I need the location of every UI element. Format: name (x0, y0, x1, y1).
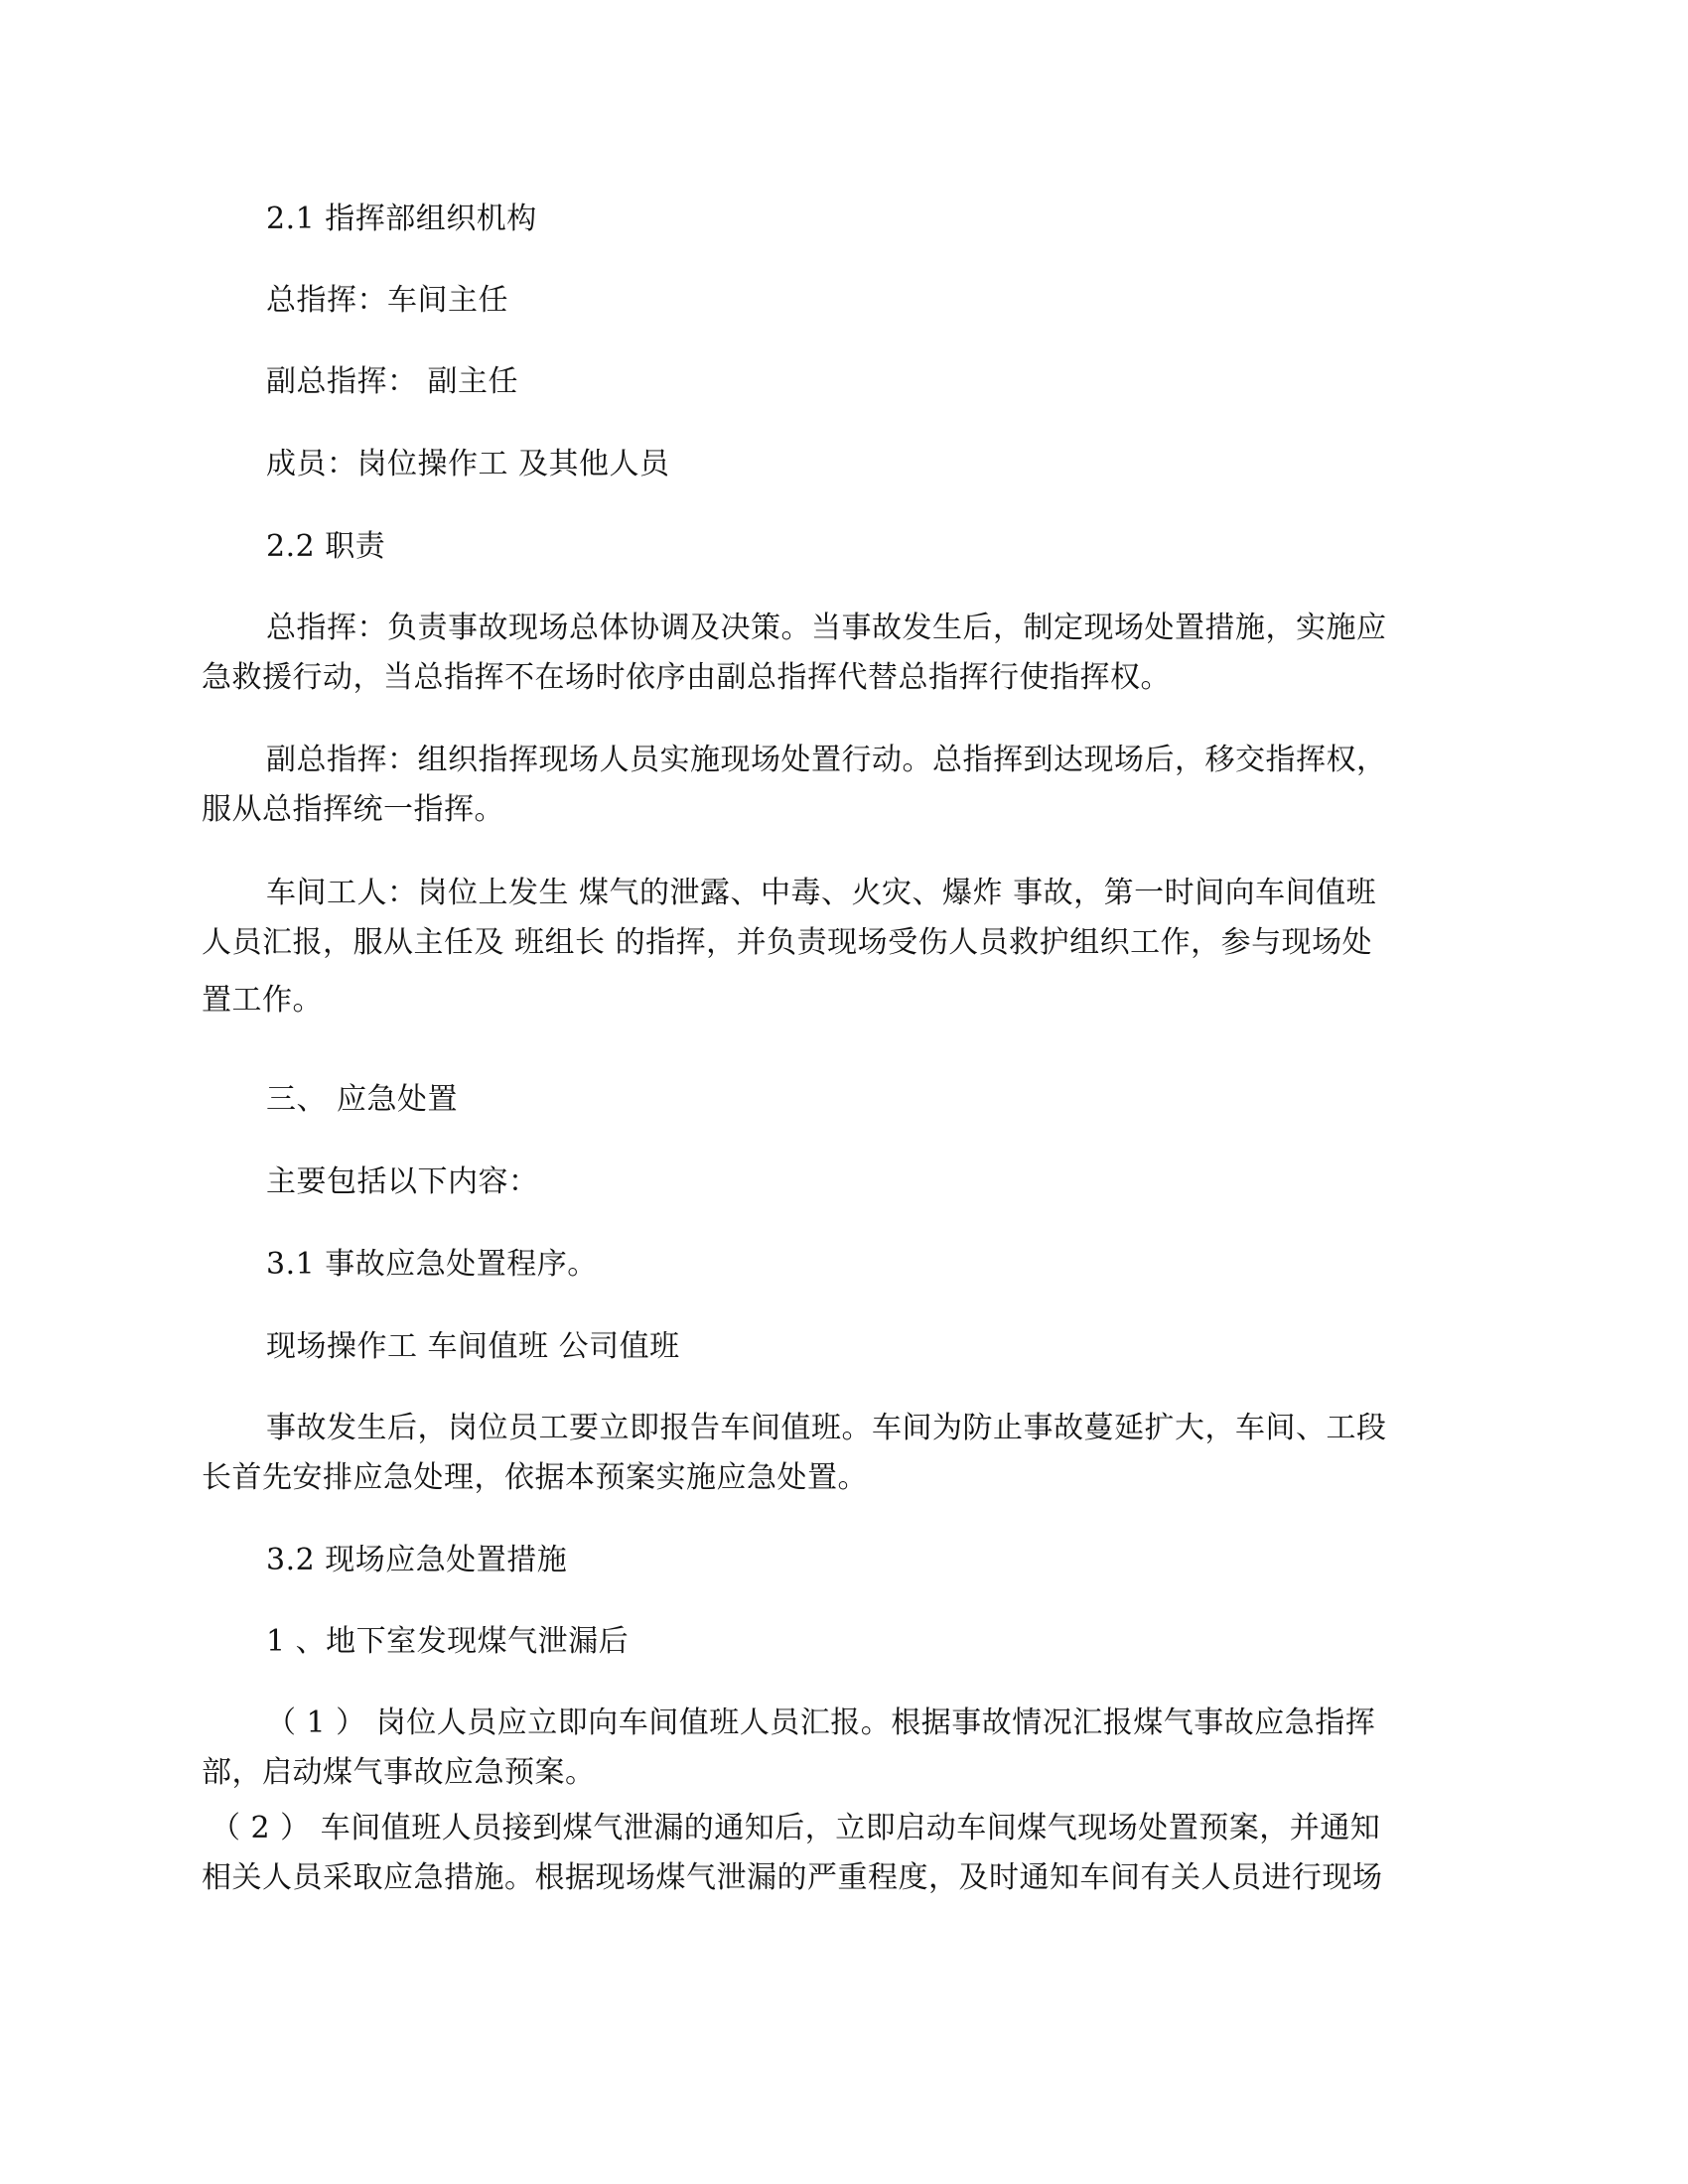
paragraph-line: 长首先安排应急处理，依据本预案实施应急处置。 (202, 1460, 868, 1495)
paragraph-line: 服从总指挥统一指挥。 (202, 792, 504, 827)
paragraph-line: 车间工人：岗位上发生 煤气的泄露、中毒、火灾、爆炸 事故，第一时间向车间值班 (266, 876, 1377, 910)
members-line: 成员：岗位操作工 及其他人员 (266, 447, 670, 481)
paragraph-line: 总指挥：负责事故现场总体协调及决策。当事故发生后，制定现场处置措施，实施应 (266, 611, 1387, 645)
item-1-heading: 1 、地下室发现煤气泄漏后 (266, 1624, 630, 1659)
paragraph-line: 人员汇报，服从主任及 班组长 的指挥，并负责现场受伤人员救护组织工作，参与现场处 (202, 925, 1373, 960)
section-heading-3-2: 3.2 现场应急处置措施 (266, 1543, 568, 1577)
procedure-flow-line: 现场操作工 车间值班 公司值班 (266, 1329, 680, 1364)
commander-line: 总指挥：车间主任 (266, 283, 508, 318)
paragraph-line: 副总指挥：组织指挥现场人员实施现场处置行动。总指挥到达现场后，移交指挥权， (266, 743, 1387, 777)
paragraph-line: （ 2 ） 车间值班人员接到煤气泄漏的通知后，立即启动车间煤气现场处置预案，并通知 (211, 1811, 1381, 1845)
section-heading-3: 三、 应急处置 (266, 1082, 459, 1117)
paragraph-line: 急救援行动，当总指挥不在场时依序由副总指挥代替总指挥行使指挥权。 (202, 660, 1171, 695)
paragraph-line: 相关人员采取应急措施。根据现场煤气泄漏的严重程度，及时通知车间有关人员进行现场 (202, 1860, 1383, 1895)
paragraph-line: 事故发生后，岗位员工要立即报告车间值班。车间为防止事故蔓延扩大，车间、工段 (266, 1411, 1387, 1445)
paragraph-line: 置工作。 (202, 983, 323, 1018)
section-3-intro: 主要包括以下内容： (266, 1164, 539, 1199)
section-heading-2-2: 2.2 职责 (266, 529, 386, 564)
section-heading-2-1: 2.1 指挥部组织机构 (266, 202, 537, 236)
section-heading-3-1: 3.1 事故应急处置程序。 (266, 1247, 598, 1282)
paragraph-line: 部，启动煤气事故应急预案。 (202, 1755, 596, 1790)
vice-commander-line: 副总指挥： 副主任 (266, 364, 519, 399)
paragraph-line: （ 1 ） 岗位人员应立即向车间值班人员汇报。根据事故情况汇报煤气事故应急指挥 (266, 1706, 1376, 1740)
